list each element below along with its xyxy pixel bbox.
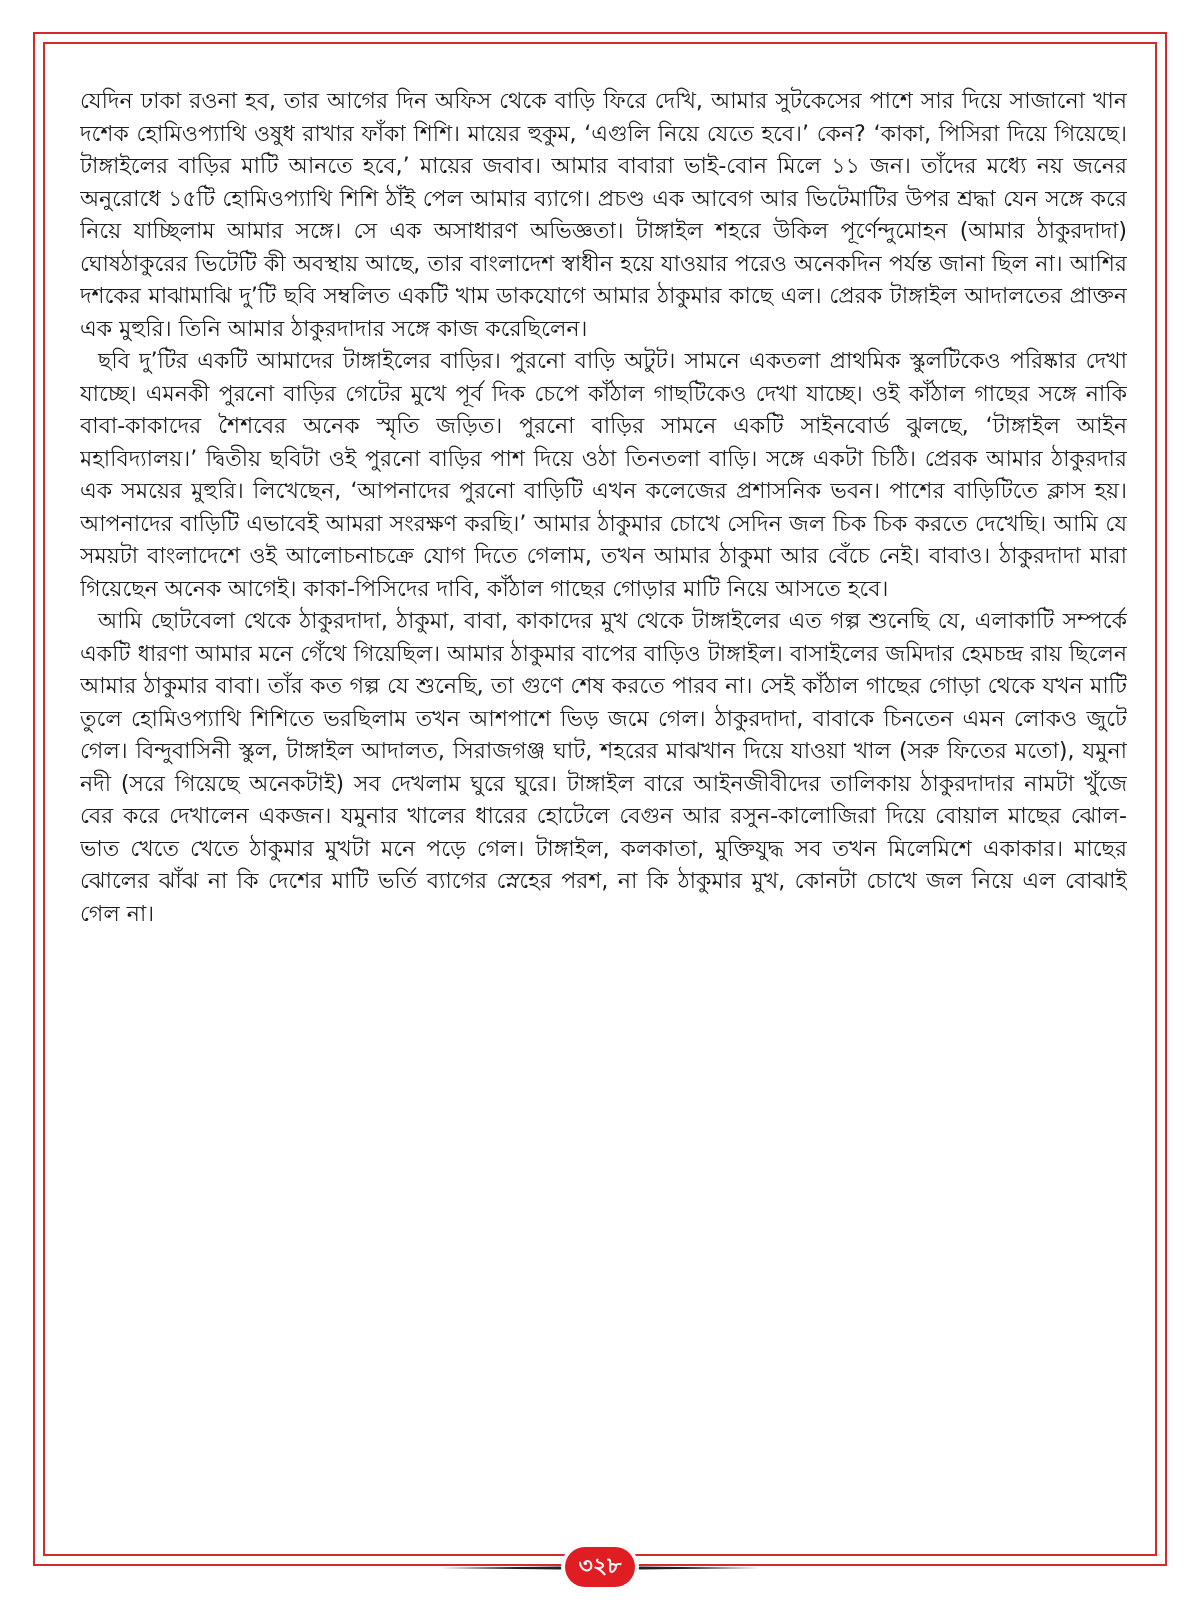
page-number: ৩২৮	[565, 1547, 635, 1587]
paragraph-3: আমি ছোটবেলা থেকে ঠাকুরদাদা, ঠাকুমা, বাবা, কাকাদের মুখ থেকে টাঙ্গাইলের এত গল্প শুনেছি যে, এলাকাটি সম্পর্কে একটি ধারণা আমার মনে গেঁথে গিয়েছিল। আমার ঠাকুমার বাপের বাড়িও টাঙ্গাইল। বাসাইলের জমিদার হেমচন্দ্র রায় ছিলেন আমার ঠাকুমার বাবা। তাঁর কত গল্প যে শুনেছি, তা গুণে শেষ করতে পারব না। সেই কাঁঠাল গাছের গোড়া থেকে যখন মাটি তুলে হোমিওপ্যাথি শিশিতে ভরছিলাম তখন আশপাশে ভিড় জমে গেল। ঠাকুরদাদা, বাবাকে চিনতেন এমন লোকও জুটে গেল। বিন্দুবাসিনী স্কুল, টাঙ্গাইল আদালত, সিরাজগঞ্জ ঘাট, শহরের মাঝখান দিয়ে যাওয়া খাল (সরু ফিতের মতো), যমুনা নদী (সরে গিয়েছে অনেকটাই) সব দেখলাম ঘুরে ঘুরে। টাঙ্গাইল বারে আইনজীবীদের তালিকায় ঠাকুরদাদার নামটা খুঁজে বের করে দেখালেন একজন। যমুনার খালের ধারের হোটেলে বেগুন আর রসুন-কালোজিরা দিয়ে বোয়াল মাছের ঝোল-ভাত খেতে খেতে ঠাকুমার মুখটা মনে পড়ে গেল। টাঙ্গাইল, কলকাতা, মুক্তিযুদ্ধ সব তখন মিলেমিশে একাকার। মাছের ঝোলের ঝাঁঝ না কি দেশের মাটি ভর্তি ব্যাগের স্নেহের পরশ, না কি ঠাকুমার মুখ, কোনটা চোখে জল নিয়ে এল বোঝাই গেল না।	[80, 609, 1127, 927]
article-body	[80, 86, 1127, 1386]
paragraph-1: যেদিন ঢাকা রওনা হব, তার আগের দিন অফিস থেকে বাড়ি ফিরে দেখি, আমার সুটকেসের পাশে সার দিয়ে সাজানো খান দশেক হোমিওপ্যাথি ওষুধ রাখার ফাঁকা শিশি। মায়ের হুকুম, ‘এগুলি নিয়ে যেতে হবে।’ কেন? ‘কাকা, পিসিরা দিয়ে গিয়েছে। টাঙ্গাইলের বাড়ির মাটি আনতে হবে,’ মায়ের জবাব। আমার বাবারা ভাই-বোন মিলে ১১ জন। তাঁদের মধ্যে নয় জনের অনুরোধে ১৫টি হোমিওপ্যাথি শিশি ঠাঁই পেল আমার ব্যাগে। প্রচণ্ড এক আবেগ আর ভিটেমাটির উপর শ্রদ্ধা যেন সঙ্গে করে নিয়ে যাচ্ছিলাম আমার সঙ্গে। সে এক অসাধারণ অভিজ্ঞতা। টাঙ্গাইল শহরে উকিল পূর্ণেন্দুমোহন (আমার ঠাকুরদাদা) ঘোষঠাকুরের ভিটেটি কী অবস্থায় আছে, তার বাংলাদেশ স্বাধীন হয়ে যাওয়ার পরেও অনেকদিন পর্যন্ত জানা ছিল না। আশির দশকের মাঝামাঝি দু’টি ছবি সম্বলিত একটি খাম ডাকযোগে আমার ঠাকুমার কাছে এল। প্রেরক টাঙ্গাইল আদালতের প্রাক্তন এক মুহুরি। তিনি আমার ঠাকুরদাদার সঙ্গে কাজ করেছিলেন।	[80, 89, 1127, 342]
page-number-badge	[561, 1545, 639, 1589]
paragraph-2: ছবি দু’টির একটি আমাদের টাঙ্গাইলের বাড়ির। পুরনো বাড়ি অটুট। সামনে একতলা প্রাথমিক স্কুলটিকেও পরিষ্কার দেখা যাচ্ছে। এমনকী পুরনো বাড়ির গেটের মুখে পূর্ব দিক চেপে কাঁঠাল গাছটিকেও দেখা যাচ্ছে। ওই কাঁঠাল গাছের সঙ্গে নাকি বাবা-কাকাদের শৈশবের অনেক স্মৃতি জড়িত। পুরনো বাড়ির সামনে একটি সাইনবোর্ড ঝুলছে, ‘টাঙ্গাইল আইন মহাবিদ্যালয়।’ দ্বিতীয় ছবিটা ওই পুরনো বাড়ির পাশ দিয়ে ওঠা তিনতলা বাড়ি। সঙ্গে একটা চিঠি। প্রেরক আমার ঠাকুরদার এক সময়ের মুহুরি। লিখেছেন, ‘আপনাদের পুরনো বাড়িটি এখন কলেজের প্রশাসনিক ভবন। পাশের বাড়িটিতে ক্লাস হয়। আপনাদের বাড়িটি এভাবেই আমরা সংরক্ষণ করছি।’ আমার ঠাকুমার চোখে সেদিন জল চিক চিক করতে দেখেছি। আমি যে সময়টা বাংলাদেশে ওই আলোচনাচক্রে যোগ দিতে গেলাম, তখন আমার ঠাকুমা আর বেঁচে নেই। বাবাও। ঠাকুরদাদা মারা গিয়েছেন অনেক আগেই। কাকা-পিসিদের দাবি, কাঁঠাল গাছের গোড়ার মাটি নিয়ে আসতে হবে।	[80, 349, 1127, 602]
